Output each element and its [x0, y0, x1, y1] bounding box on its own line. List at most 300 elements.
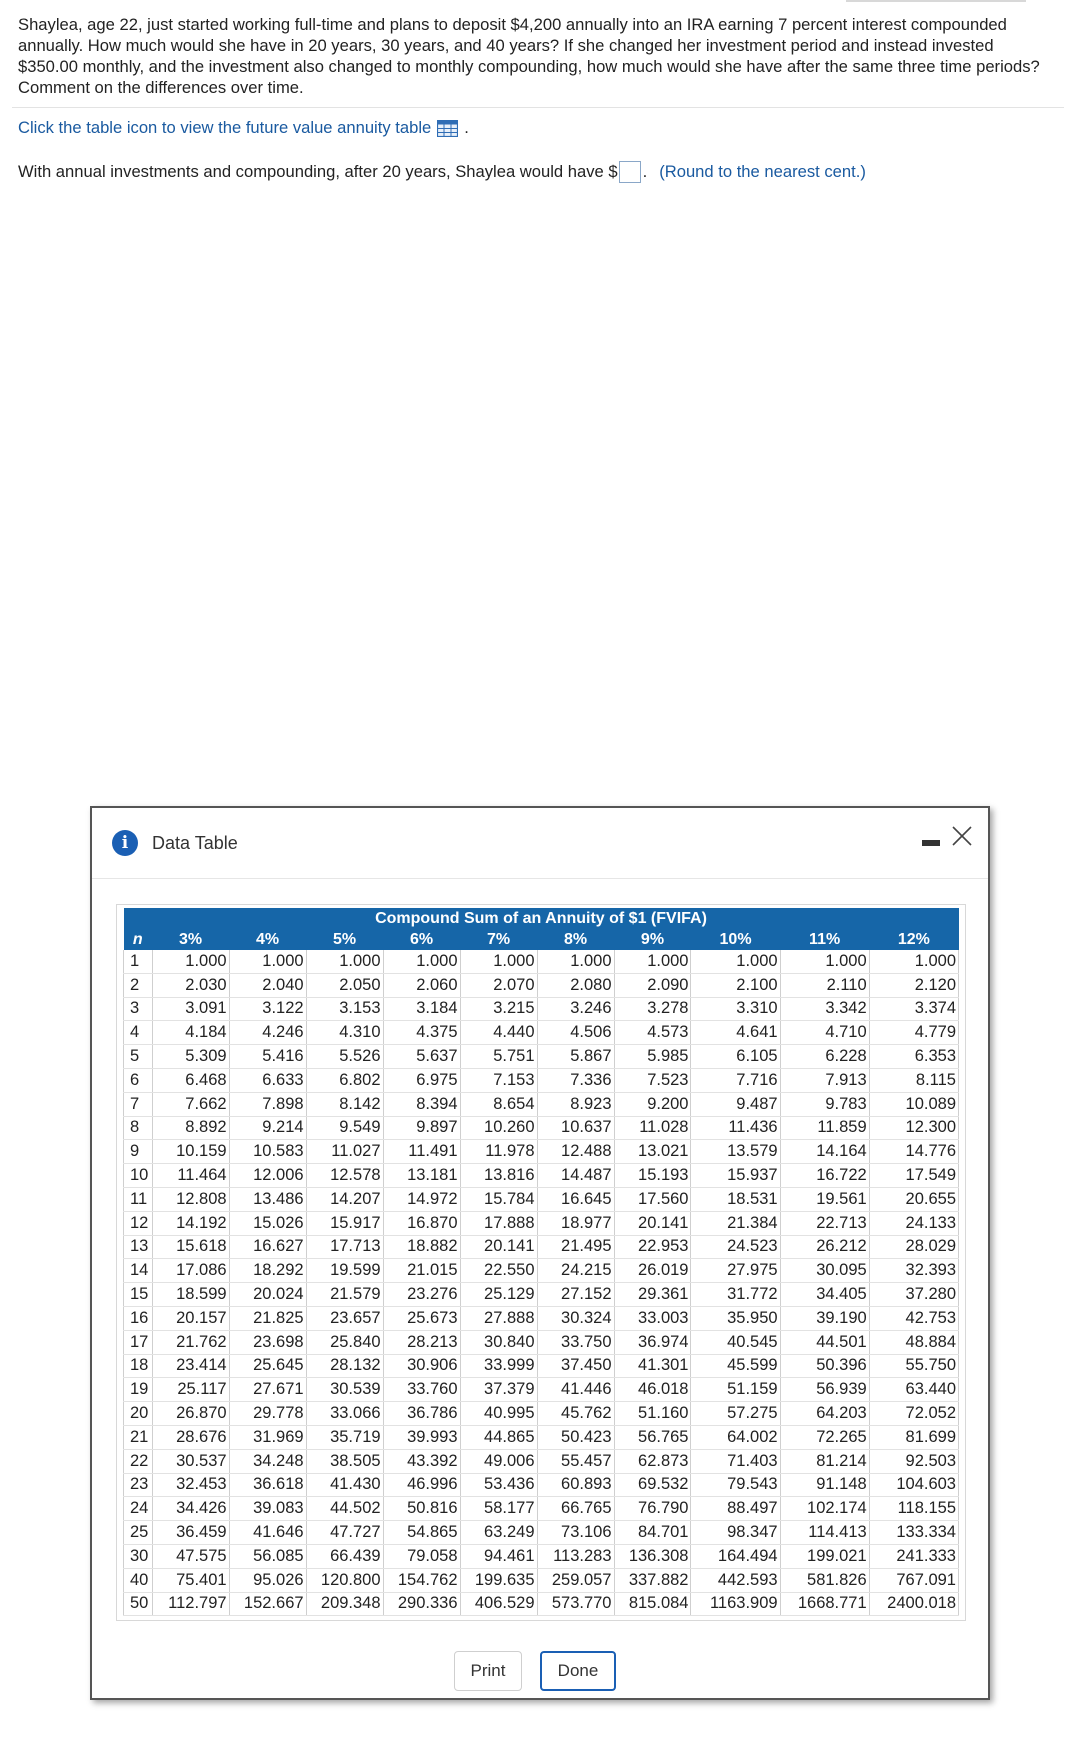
- period-cell: 24: [124, 1497, 153, 1521]
- factor-cell: 56.765: [614, 1425, 691, 1449]
- factor-cell: 46.996: [383, 1473, 460, 1497]
- factor-cell: 7.336: [537, 1068, 614, 1092]
- info-icon: i: [112, 830, 138, 856]
- factor-cell: 581.826: [780, 1568, 869, 1592]
- print-button[interactable]: Print: [454, 1651, 522, 1691]
- factor-cell: 30.840: [460, 1330, 537, 1354]
- factor-cell: 24.523: [691, 1235, 780, 1259]
- factor-cell: 7.913: [780, 1068, 869, 1092]
- header-rate: 9%: [614, 929, 691, 950]
- factor-cell: 30.906: [383, 1354, 460, 1378]
- factor-cell: 241.333: [869, 1544, 958, 1568]
- factor-cell: 3.246: [537, 997, 614, 1021]
- factor-cell: 16.722: [780, 1164, 869, 1188]
- factor-cell: 21.384: [691, 1211, 780, 1235]
- factor-cell: 4.310: [306, 1021, 383, 1045]
- factor-cell: 1.000: [691, 950, 780, 973]
- factor-cell: 4.573: [614, 1021, 691, 1045]
- table-link-text[interactable]: Click the table icon to view the future value annuity table: [18, 118, 432, 137]
- factor-cell: 11.978: [460, 1140, 537, 1164]
- factor-cell: 2.060: [383, 973, 460, 997]
- factor-cell: 8.892: [152, 1116, 229, 1140]
- factor-cell: 40.995: [460, 1402, 537, 1426]
- factor-cell: 64.203: [780, 1402, 869, 1426]
- table-header-row: [124, 929, 959, 950]
- factor-cell: 30.095: [780, 1259, 869, 1283]
- table-row: [124, 950, 959, 973]
- answer-line: [18, 161, 866, 183]
- period-cell: 50: [124, 1592, 153, 1616]
- table-row: [124, 1592, 959, 1616]
- factor-cell: 104.603: [869, 1473, 958, 1497]
- factor-cell: 27.888: [460, 1306, 537, 1330]
- period-cell: 12: [124, 1211, 153, 1235]
- factor-cell: 23.414: [152, 1354, 229, 1378]
- factor-cell: 16.645: [537, 1187, 614, 1211]
- factor-cell: 41.646: [229, 1521, 306, 1545]
- factor-cell: 15.618: [152, 1235, 229, 1259]
- factor-cell: 43.392: [383, 1449, 460, 1473]
- factor-cell: 56.939: [780, 1378, 869, 1402]
- factor-cell: 79.058: [383, 1544, 460, 1568]
- factor-cell: 84.701: [614, 1521, 691, 1545]
- factor-cell: 2.090: [614, 973, 691, 997]
- factor-cell: 88.497: [691, 1497, 780, 1521]
- factor-cell: 154.762: [383, 1568, 460, 1592]
- factor-cell: 36.618: [229, 1473, 306, 1497]
- factor-cell: 152.667: [229, 1592, 306, 1616]
- factor-cell: 20.157: [152, 1306, 229, 1330]
- factor-cell: 406.529: [460, 1592, 537, 1616]
- factor-cell: 25.129: [460, 1283, 537, 1307]
- factor-cell: 9.549: [306, 1116, 383, 1140]
- factor-cell: 7.523: [614, 1068, 691, 1092]
- factor-cell: 1.000: [229, 950, 306, 973]
- answer-input[interactable]: [619, 161, 641, 183]
- data-table-dialog: [90, 806, 990, 1700]
- factor-cell: 6.353: [869, 1045, 958, 1069]
- round-note: (Round to the nearest cent.): [659, 162, 866, 181]
- factor-cell: 28.132: [306, 1354, 383, 1378]
- factor-cell: 29.778: [229, 1402, 306, 1426]
- table-row: [124, 997, 959, 1021]
- factor-cell: 23.657: [306, 1306, 383, 1330]
- table-link-period: .: [464, 118, 469, 137]
- table-row: [124, 1259, 959, 1283]
- done-button[interactable]: Done: [540, 1651, 616, 1691]
- minimize-icon[interactable]: [922, 840, 940, 846]
- fvifa-table: [123, 908, 959, 1616]
- factor-cell: 33.999: [460, 1354, 537, 1378]
- factor-cell: 21.495: [537, 1235, 614, 1259]
- factor-cell: 767.091: [869, 1568, 958, 1592]
- factor-cell: 25.645: [229, 1354, 306, 1378]
- table-row: [124, 1211, 959, 1235]
- factor-cell: 30.324: [537, 1306, 614, 1330]
- factor-cell: 1.000: [383, 950, 460, 973]
- factor-cell: 9.487: [691, 1092, 780, 1116]
- factor-cell: 25.673: [383, 1306, 460, 1330]
- factor-cell: 63.249: [460, 1521, 537, 1545]
- factor-cell: 39.083: [229, 1497, 306, 1521]
- factor-cell: 33.750: [537, 1330, 614, 1354]
- factor-cell: 21.015: [383, 1259, 460, 1283]
- period-cell: 3: [124, 997, 153, 1021]
- factor-cell: 33.003: [614, 1306, 691, 1330]
- factor-cell: 2.100: [691, 973, 780, 997]
- factor-cell: 337.882: [614, 1568, 691, 1592]
- factor-cell: 23.698: [229, 1330, 306, 1354]
- factor-cell: 41.301: [614, 1354, 691, 1378]
- factor-cell: 5.416: [229, 1045, 306, 1069]
- table-row: [124, 973, 959, 997]
- factor-cell: 71.403: [691, 1449, 780, 1473]
- factor-cell: 290.336: [383, 1592, 460, 1616]
- factor-cell: 22.713: [780, 1211, 869, 1235]
- factor-cell: 10.159: [152, 1140, 229, 1164]
- factor-cell: 2400.018: [869, 1592, 958, 1616]
- factor-cell: 9.214: [229, 1116, 306, 1140]
- factor-cell: 34.405: [780, 1283, 869, 1307]
- answer-period: .: [642, 162, 648, 181]
- header-rate: 8%: [537, 929, 614, 950]
- factor-cell: 5.309: [152, 1045, 229, 1069]
- table-row: [124, 1140, 959, 1164]
- factor-cell: 41.446: [537, 1378, 614, 1402]
- table-row: [124, 1187, 959, 1211]
- top-border: [0, 0, 1066, 3]
- period-cell: 11: [124, 1187, 153, 1211]
- table-row: [124, 1021, 959, 1045]
- table-row: [124, 1449, 959, 1473]
- factor-cell: 3.215: [460, 997, 537, 1021]
- factor-cell: 55.457: [537, 1449, 614, 1473]
- factor-cell: 1.000: [537, 950, 614, 973]
- table-row: [124, 1425, 959, 1449]
- factor-cell: 209.348: [306, 1592, 383, 1616]
- factor-cell: 91.148: [780, 1473, 869, 1497]
- factor-cell: 36.786: [383, 1402, 460, 1426]
- factor-cell: 4.246: [229, 1021, 306, 1045]
- factor-cell: 4.506: [537, 1021, 614, 1045]
- factor-cell: 20.024: [229, 1283, 306, 1307]
- factor-cell: 5.867: [537, 1045, 614, 1069]
- answer-prefix: With annual investments and compounding, after 20 years, Shaylea would have $: [18, 162, 618, 181]
- factor-cell: 3.342: [780, 997, 869, 1021]
- factor-cell: 50.423: [537, 1425, 614, 1449]
- period-cell: 20: [124, 1402, 153, 1426]
- factor-cell: 18.882: [383, 1235, 460, 1259]
- factor-cell: 6.105: [691, 1045, 780, 1069]
- factor-cell: 18.599: [152, 1283, 229, 1307]
- factor-cell: 15.193: [614, 1164, 691, 1188]
- dialog-header: [92, 808, 988, 879]
- factor-cell: 38.505: [306, 1449, 383, 1473]
- factor-cell: 12.300: [869, 1116, 958, 1140]
- factor-cell: 16.627: [229, 1235, 306, 1259]
- table-row: [124, 1235, 959, 1259]
- factor-cell: 17.713: [306, 1235, 383, 1259]
- factor-cell: 36.459: [152, 1521, 229, 1545]
- factor-cell: 21.579: [306, 1283, 383, 1307]
- factor-cell: 24.215: [537, 1259, 614, 1283]
- factor-cell: 26.212: [780, 1235, 869, 1259]
- period-cell: 7: [124, 1092, 153, 1116]
- factor-cell: 19.561: [780, 1187, 869, 1211]
- factor-cell: 1.000: [306, 950, 383, 973]
- factor-cell: 44.502: [306, 1497, 383, 1521]
- table-row: [124, 1354, 959, 1378]
- table-row: [124, 1092, 959, 1116]
- factor-cell: 81.699: [869, 1425, 958, 1449]
- factor-cell: 32.453: [152, 1473, 229, 1497]
- factor-cell: 11.859: [780, 1116, 869, 1140]
- table-caption: Compound Sum of an Annuity of $1 (FVIFA): [124, 908, 959, 929]
- factor-cell: 57.275: [691, 1402, 780, 1426]
- period-cell: 14: [124, 1259, 153, 1283]
- factor-cell: 113.283: [537, 1544, 614, 1568]
- factor-cell: 10.089: [869, 1092, 958, 1116]
- table-row: [124, 1068, 959, 1092]
- table-body: [124, 950, 959, 1616]
- factor-cell: 5.637: [383, 1045, 460, 1069]
- factor-cell: 114.413: [780, 1521, 869, 1545]
- factor-cell: 573.770: [537, 1592, 614, 1616]
- factor-cell: 49.006: [460, 1449, 537, 1473]
- factor-cell: 22.550: [460, 1259, 537, 1283]
- factor-cell: 45.762: [537, 1402, 614, 1426]
- factor-cell: 19.599: [306, 1259, 383, 1283]
- factor-cell: 66.765: [537, 1497, 614, 1521]
- table-link[interactable]: [18, 118, 469, 138]
- table-row: [124, 1497, 959, 1521]
- factor-cell: 102.174: [780, 1497, 869, 1521]
- factor-cell: 442.593: [691, 1568, 780, 1592]
- table-row: [124, 1116, 959, 1140]
- factor-cell: 9.200: [614, 1092, 691, 1116]
- factor-cell: 27.671: [229, 1378, 306, 1402]
- factor-cell: 17.086: [152, 1259, 229, 1283]
- factor-cell: 35.719: [306, 1425, 383, 1449]
- factor-cell: 5.526: [306, 1045, 383, 1069]
- header-rate: 4%: [229, 929, 306, 950]
- table-row: [124, 1045, 959, 1069]
- question-divider: [12, 107, 1064, 108]
- factor-cell: 16.870: [383, 1211, 460, 1235]
- period-cell: 2: [124, 973, 153, 997]
- factor-cell: 3.374: [869, 997, 958, 1021]
- factor-cell: 12.578: [306, 1164, 383, 1188]
- factor-cell: 7.898: [229, 1092, 306, 1116]
- factor-cell: 95.026: [229, 1568, 306, 1592]
- factor-cell: 8.394: [383, 1092, 460, 1116]
- factor-cell: 13.486: [229, 1187, 306, 1211]
- factor-cell: 11.027: [306, 1140, 383, 1164]
- table-row: [124, 1521, 959, 1545]
- period-cell: 1: [124, 950, 153, 973]
- factor-cell: 1.000: [614, 950, 691, 973]
- factor-cell: 55.750: [869, 1354, 958, 1378]
- table-grid-icon[interactable]: [437, 120, 458, 137]
- factor-cell: 10.260: [460, 1116, 537, 1140]
- factor-cell: 31.969: [229, 1425, 306, 1449]
- factor-cell: 11.436: [691, 1116, 780, 1140]
- factor-cell: 13.579: [691, 1140, 780, 1164]
- period-cell: 17: [124, 1330, 153, 1354]
- factor-cell: 15.917: [306, 1211, 383, 1235]
- factor-cell: 20.655: [869, 1187, 958, 1211]
- factor-cell: 58.177: [460, 1497, 537, 1521]
- period-cell: 5: [124, 1045, 153, 1069]
- factor-cell: 4.710: [780, 1021, 869, 1045]
- factor-cell: 72.052: [869, 1402, 958, 1426]
- factor-cell: 1.000: [780, 950, 869, 973]
- dialog-title: Data Table: [152, 833, 238, 853]
- factor-cell: 47.727: [306, 1521, 383, 1545]
- period-cell: 30: [124, 1544, 153, 1568]
- close-icon[interactable]: [950, 824, 974, 848]
- factor-cell: 28.029: [869, 1235, 958, 1259]
- factor-cell: 3.184: [383, 997, 460, 1021]
- factor-cell: 34.426: [152, 1497, 229, 1521]
- factor-cell: 11.028: [614, 1116, 691, 1140]
- factor-cell: 259.057: [537, 1568, 614, 1592]
- factor-cell: 76.790: [614, 1497, 691, 1521]
- factor-cell: 26.019: [614, 1259, 691, 1283]
- factor-cell: 5.985: [614, 1045, 691, 1069]
- factor-cell: 6.802: [306, 1068, 383, 1092]
- period-cell: 22: [124, 1449, 153, 1473]
- factor-cell: 44.501: [780, 1330, 869, 1354]
- factor-cell: 29.361: [614, 1283, 691, 1307]
- factor-cell: 51.160: [614, 1402, 691, 1426]
- factor-cell: 14.192: [152, 1211, 229, 1235]
- factor-cell: 3.310: [691, 997, 780, 1021]
- factor-cell: 51.159: [691, 1378, 780, 1402]
- factor-cell: 33.066: [306, 1402, 383, 1426]
- header-rate: 11%: [780, 929, 869, 950]
- factor-cell: 4.440: [460, 1021, 537, 1045]
- factor-cell: 9.897: [383, 1116, 460, 1140]
- factor-cell: 133.334: [869, 1521, 958, 1545]
- factor-cell: 69.532: [614, 1473, 691, 1497]
- factor-cell: 14.207: [306, 1187, 383, 1211]
- factor-cell: 25.840: [306, 1330, 383, 1354]
- factor-cell: 17.549: [869, 1164, 958, 1188]
- header-rate: 10%: [691, 929, 780, 950]
- period-cell: 13: [124, 1235, 153, 1259]
- factor-cell: 6.468: [152, 1068, 229, 1092]
- factor-cell: 72.265: [780, 1425, 869, 1449]
- table-row: [124, 1402, 959, 1426]
- factor-cell: 8.142: [306, 1092, 383, 1116]
- factor-cell: 8.654: [460, 1092, 537, 1116]
- factor-cell: 75.401: [152, 1568, 229, 1592]
- factor-cell: 18.531: [691, 1187, 780, 1211]
- factor-cell: 42.753: [869, 1306, 958, 1330]
- factor-cell: 136.308: [614, 1544, 691, 1568]
- factor-cell: 13.021: [614, 1140, 691, 1164]
- factor-cell: 31.772: [691, 1283, 780, 1307]
- factor-cell: 164.494: [691, 1544, 780, 1568]
- factor-cell: 81.214: [780, 1449, 869, 1473]
- factor-cell: 1163.909: [691, 1592, 780, 1616]
- factor-cell: 2.070: [460, 973, 537, 997]
- factor-cell: 11.491: [383, 1140, 460, 1164]
- factor-cell: 2.030: [152, 973, 229, 997]
- factor-cell: 2.040: [229, 973, 306, 997]
- factor-cell: 50.396: [780, 1354, 869, 1378]
- period-cell: 40: [124, 1568, 153, 1592]
- factor-cell: 62.873: [614, 1449, 691, 1473]
- factor-cell: 56.085: [229, 1544, 306, 1568]
- factor-cell: 44.865: [460, 1425, 537, 1449]
- factor-cell: 40.545: [691, 1330, 780, 1354]
- factor-cell: 27.975: [691, 1259, 780, 1283]
- header-rate: 3%: [152, 929, 229, 950]
- factor-cell: 28.213: [383, 1330, 460, 1354]
- period-cell: 23: [124, 1473, 153, 1497]
- factor-cell: 66.439: [306, 1544, 383, 1568]
- header-rate: 6%: [383, 929, 460, 950]
- factor-cell: 8.115: [869, 1068, 958, 1092]
- factor-cell: 7.662: [152, 1092, 229, 1116]
- factor-cell: 199.635: [460, 1568, 537, 1592]
- period-cell: 16: [124, 1306, 153, 1330]
- factor-cell: 14.776: [869, 1140, 958, 1164]
- factor-cell: 30.539: [306, 1378, 383, 1402]
- factor-cell: 12.006: [229, 1164, 306, 1188]
- factor-cell: 12.808: [152, 1187, 229, 1211]
- factor-cell: 20.141: [460, 1235, 537, 1259]
- factor-cell: 18.292: [229, 1259, 306, 1283]
- table-row: [124, 1283, 959, 1307]
- factor-cell: 54.865: [383, 1521, 460, 1545]
- fvifa-table-container: [116, 904, 966, 1621]
- factor-cell: 3.278: [614, 997, 691, 1021]
- factor-cell: 23.276: [383, 1283, 460, 1307]
- factor-cell: 7.153: [460, 1068, 537, 1092]
- factor-cell: 26.870: [152, 1402, 229, 1426]
- period-cell: 4: [124, 1021, 153, 1045]
- factor-cell: 2.050: [306, 973, 383, 997]
- factor-cell: 3.122: [229, 997, 306, 1021]
- factor-cell: 21.825: [229, 1306, 306, 1330]
- factor-cell: 4.375: [383, 1021, 460, 1045]
- factor-cell: 13.816: [460, 1164, 537, 1188]
- factor-cell: 10.583: [229, 1140, 306, 1164]
- factor-cell: 37.450: [537, 1354, 614, 1378]
- factor-cell: 73.106: [537, 1521, 614, 1545]
- table-row: [124, 1330, 959, 1354]
- factor-cell: 118.155: [869, 1497, 958, 1521]
- factor-cell: 815.084: [614, 1592, 691, 1616]
- factor-cell: 3.091: [152, 997, 229, 1021]
- factor-cell: 10.637: [537, 1116, 614, 1140]
- factor-cell: 35.950: [691, 1306, 780, 1330]
- factor-cell: 47.575: [152, 1544, 229, 1568]
- factor-cell: 11.464: [152, 1164, 229, 1188]
- factor-cell: 8.923: [537, 1092, 614, 1116]
- factor-cell: 24.133: [869, 1211, 958, 1235]
- factor-cell: 9.783: [780, 1092, 869, 1116]
- factor-cell: 39.190: [780, 1306, 869, 1330]
- factor-cell: 28.676: [152, 1425, 229, 1449]
- factor-cell: 17.888: [460, 1211, 537, 1235]
- factor-cell: 53.436: [460, 1473, 537, 1497]
- factor-cell: 37.379: [460, 1378, 537, 1402]
- top-border-segment: [846, 0, 1026, 2]
